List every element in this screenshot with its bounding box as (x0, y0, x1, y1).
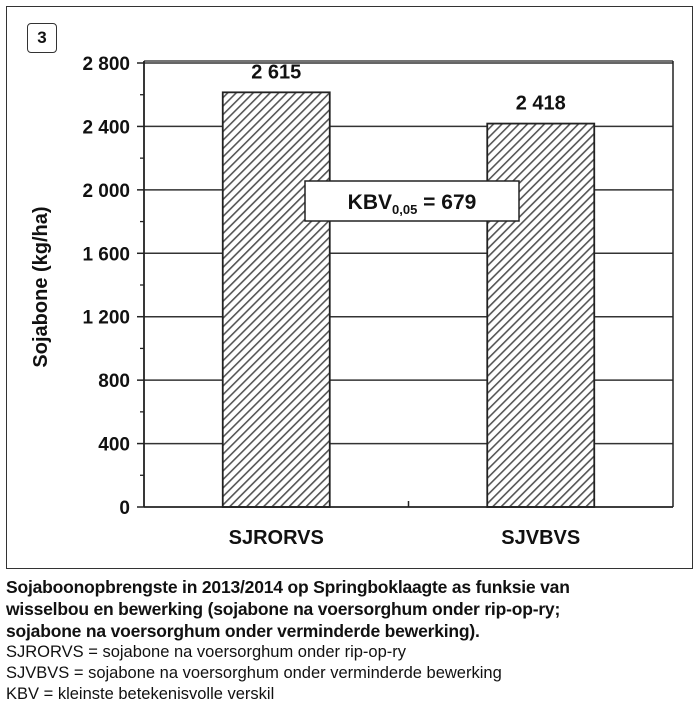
value-label-sjvbvs: 2 418 (515, 92, 566, 115)
y-tick-label-400: 400 (98, 434, 130, 456)
figure-number-badge: 3 (27, 23, 57, 53)
caption-definition-kbv: KBV = kleinste betekenisvolle verskil (6, 685, 275, 703)
y-tick-label-2800: 2 800 (82, 54, 130, 75)
y-tick-label-1200: 1 200 (82, 307, 130, 329)
y-tick-label-0: 0 (119, 498, 130, 519)
category-label-sjrorvs: SJRORVS (228, 527, 324, 549)
y-axis-title: Sojabone (kg/ha) (30, 206, 52, 368)
y-tick-label-1600: 1 600 (82, 244, 130, 266)
chart-frame (6, 6, 693, 569)
y-tick-label-2400: 2 400 (82, 117, 130, 139)
caption-title-line-3: sojabone na voersorghum onder verminderde bewerking). (6, 621, 480, 641)
bar-sjrorvs (223, 92, 330, 507)
caption-title-line-1: Sojaboonopbrengste in 2013/2014 op Springboklaagte as funksie van (6, 577, 570, 597)
kbv-annotation-text: $KBV_{0,05} = 679$ (347, 191, 477, 217)
caption-definition-sjrorvs: SJRORVS = sojabone na voersorghum onder rip-op-ry (6, 643, 407, 661)
caption-title-line-2: wisselbou en bewerking (sojabone na voersorghum onder rip-op-ry; (6, 599, 561, 619)
y-tick-label-2000: 2 000 (82, 180, 130, 202)
y-tick-label-800: 800 (98, 371, 130, 393)
category-label-sjvbvs: SJVBVS (501, 527, 581, 549)
value-label-sjrorvs: 2 615 (251, 61, 302, 84)
caption-definition-sjvbvs: SJVBVS = sojabone na voersorghum onder verminderde bewerking (6, 664, 502, 682)
bar-chart (7, 7, 694, 570)
figure-caption (6, 576, 694, 705)
